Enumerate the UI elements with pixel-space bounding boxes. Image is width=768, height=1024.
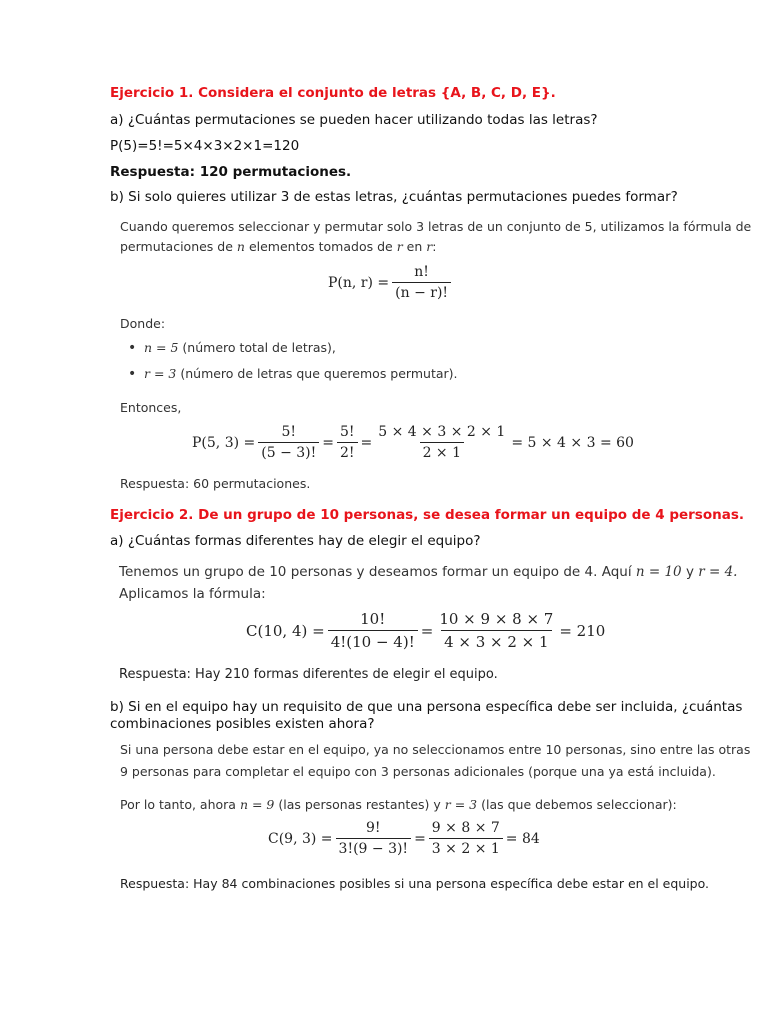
equals-sign: = (322, 434, 334, 451)
bullet-math: n = 5 (144, 340, 179, 355)
var-r-value: r = 4. (698, 564, 738, 580)
exercise-2-b-text-line-2: 9 personas para completar el equipo con 3 personas adicionales (porque una ya está incluida). (120, 764, 716, 779)
equation-fraction (429, 820, 503, 857)
exercise-2-b-text-line-3 (120, 797, 677, 812)
exercise-2-title: Ejercicio 2. De un grupo de 10 personas, se desea formar un equipo de 4 personas. (110, 507, 745, 523)
exercise-1-title: Ejercicio 1. Considera el conjunto de letras {A, B, C, D, E}. (110, 85, 556, 101)
combination-equation (246, 610, 605, 651)
fraction-denominator: 4!(10 − 4)! (328, 630, 418, 651)
equation-fraction (258, 424, 319, 461)
exercise-1-question-b: b) Si solo quieres utilizar 3 de estas letras, ¿cuántas permutaciones puedes formar? (110, 189, 678, 205)
entonces-label: Entonces, (120, 400, 182, 415)
equation-fraction (336, 820, 412, 857)
fraction-denominator: 2! (337, 442, 358, 461)
equation-fraction (328, 610, 418, 651)
formula-lhs: P(n, r) = (328, 274, 390, 291)
var-r: r (426, 239, 433, 254)
exercise-2-b-text-line-1: Si una persona debe estar en el equipo, ya no seleccionamos entre 10 personas, sino entre las otras (120, 742, 751, 757)
list-item (120, 335, 458, 361)
text-part: (las que debemos seleccionar): (481, 797, 677, 812)
intro-text-part: elementos tomados de (248, 239, 393, 254)
permutation-equation (192, 424, 634, 461)
fraction-denominator: 2 × 1 (420, 442, 464, 461)
intro-text-part: y (685, 564, 694, 580)
formula-denominator: (n − r)! (392, 282, 451, 301)
text-part: (las personas restantes) y (278, 797, 441, 812)
exercise-2-question-b-line-2: combinaciones posibles existen ahora? (110, 716, 375, 732)
equals-sign: = (420, 621, 434, 640)
fraction-numerator: 9! (366, 820, 381, 836)
fraction-numerator: 10 × 9 × 8 × 7 (439, 610, 554, 628)
fraction-denominator: 3 × 2 × 1 (429, 838, 503, 857)
var-n: n (236, 239, 245, 254)
exercise-1-answer-a: Respuesta: 120 permutaciones. (110, 164, 352, 180)
equation-rhs: = 210 (559, 621, 606, 640)
exercise-1-question-a: a) ¿Cuántas permutaciones se pueden hacer utilizando todas las letras? (110, 112, 598, 128)
exercise-2-a-intro-line-2: Aplicamos la fórmula: (119, 586, 266, 602)
fraction-denominator: 3!(9 − 3)! (336, 838, 412, 857)
var-r: r (396, 239, 403, 254)
equation-fraction (375, 424, 508, 461)
equation-rhs: = 84 (505, 830, 540, 847)
exercise-1-answer-b: Respuesta: 60 permutaciones. (120, 476, 311, 491)
text-part: Por lo tanto, ahora (120, 797, 236, 812)
bullet-text: (número total de letras), (182, 340, 336, 355)
exercise-1-b-intro-line-2: permutaciones de n elementos tomados de r en r : (120, 239, 437, 254)
fraction-numerator: 5! (281, 424, 297, 440)
list-item (120, 361, 458, 387)
bullet-math: r = 3 (144, 366, 177, 381)
intro-text-part: en (406, 239, 423, 254)
equals-sign: = (360, 434, 373, 451)
fraction-numerator: 5 × 4 × 3 × 2 × 1 (378, 424, 506, 440)
exercise-2-question-a: a) ¿Cuántas formas diferentes hay de elegir el equipo? (110, 533, 481, 549)
fraction-denominator: (5 − 3)! (258, 442, 319, 461)
bullet-text: (número de letras que queremos permutar). (180, 366, 458, 381)
var-r-value: r = 3 (444, 797, 478, 812)
formula-numerator: n! (414, 264, 429, 280)
intro-text-part: permutaciones de (120, 239, 233, 254)
equation-fraction (337, 424, 358, 461)
permutation-formula (328, 264, 454, 301)
fraction-numerator: 10! (360, 610, 386, 628)
exercise-2-a-intro-line-1 (119, 564, 737, 580)
var-n-value: n = 10 (635, 564, 682, 580)
exercise-1-b-intro-line-1: Cuando queremos seleccionar y permutar solo 3 letras de un conjunto de 5, utilizamos la fórmula de (120, 219, 752, 234)
equation-rhs: = 5 × 4 × 3 = 60 (511, 434, 634, 451)
intro-text-part: Tenemos un grupo de 10 personas y deseamos formar un equipo de 4. Aquí (119, 564, 632, 580)
fraction-numerator: 5! (339, 424, 355, 440)
exercise-2-question-b-line-1: b) Si en el equipo hay un requisito de que una persona específica debe ser incluida, ¿cuántas (110, 699, 743, 715)
exercise-1-calculation: P(5)=5!=5×4×3×2×1=120 (110, 138, 300, 154)
exercise-2-answer-b: Respuesta: Hay 84 combinaciones posibles si una persona específica debe estar en el equipo. (120, 876, 710, 891)
exercise-2-answer-a: Respuesta: Hay 210 formas diferentes de elegir el equipo. (119, 667, 498, 682)
equation-lhs: C(10, 4) = (246, 621, 325, 640)
equation-lhs: C(9, 3) = (268, 830, 333, 847)
combination-equation-b (268, 820, 540, 857)
donde-label: Donde: (120, 316, 166, 331)
fraction-numerator: 9 × 8 × 7 (431, 820, 500, 836)
var-n-value: n = 9 (239, 797, 275, 812)
formula-fraction (392, 264, 451, 301)
fraction-denominator: 4 × 3 × 2 × 1 (441, 630, 552, 651)
equation-lhs: P(5, 3) = (192, 434, 256, 451)
equals-sign: = (414, 830, 426, 847)
equation-fraction (436, 610, 556, 651)
variables-list (120, 335, 458, 387)
